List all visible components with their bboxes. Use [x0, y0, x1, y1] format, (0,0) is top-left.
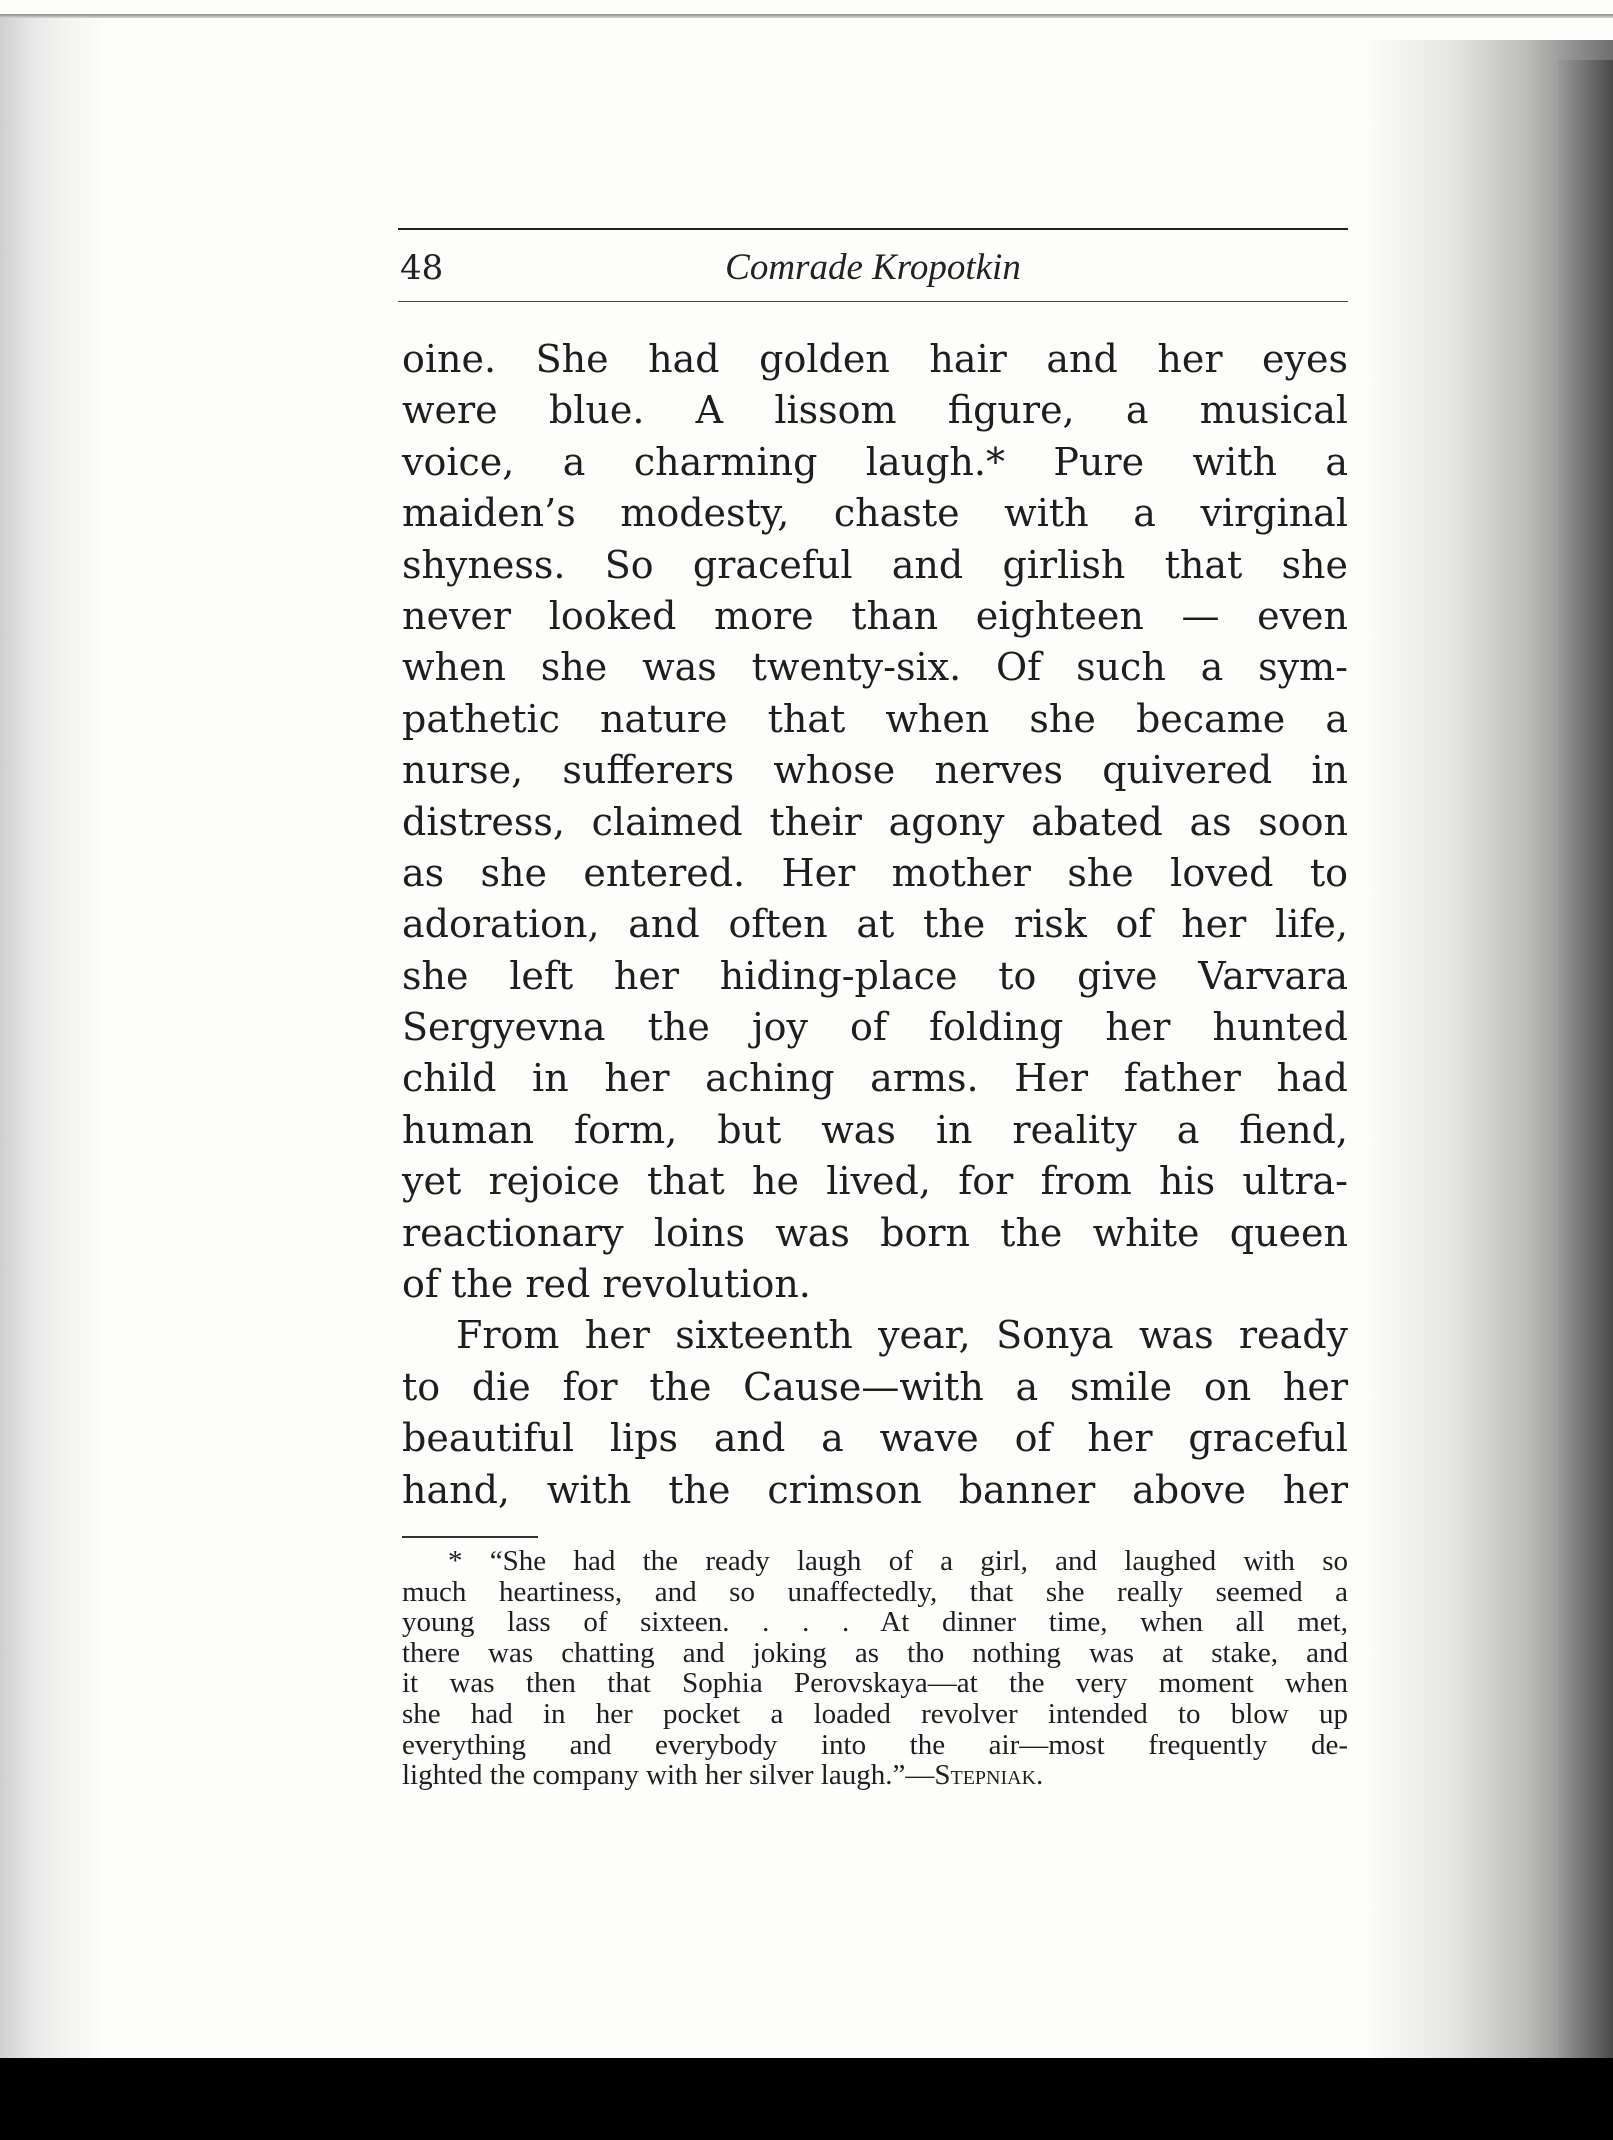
- text-line: reactionary loins was born the white queen: [402, 1210, 1348, 1255]
- footnote-rule: [402, 1536, 538, 1538]
- text-line: human form, but was in reality a fiend,: [402, 1107, 1348, 1152]
- text-line: when she was twenty-six. Of such a sym-: [402, 645, 1348, 690]
- paragraph-start-line: From her sixteenth year, Sonya was ready: [456, 1313, 1348, 1358]
- footnote-line: there was chatting and joking as tho nothing was at stake, and: [402, 1636, 1348, 1669]
- text-line: adoration, and often at the risk of her life,: [402, 902, 1348, 947]
- text-line: to die for the Cause—with a smile on her: [402, 1364, 1348, 1409]
- text-line: never looked more than eighteen — even: [402, 593, 1348, 638]
- footnote-line: * “She had the ready laugh of a girl, and laughed with so: [448, 1545, 1348, 1577]
- text-line: were blue. A lissom figure, a musical: [402, 388, 1348, 433]
- footnote-line: much heartiness, and so unaffectedly, that she really seemed a: [402, 1575, 1348, 1608]
- footnote-line-text: lighted the company with her silver laugh.”—: [402, 1759, 935, 1792]
- footnote-line: young lass of sixteen. . . . At dinner time, when all met,: [402, 1606, 1348, 1639]
- text-line: yet rejoice that he lived, for from his ultra-: [402, 1159, 1348, 1204]
- footnote-line: she had in her pocket a loaded revolver intended to blow up: [402, 1697, 1348, 1730]
- text-line: hand, with the crimson banner above her: [402, 1467, 1348, 1512]
- footnote-attribution: Stepniak.: [934, 1759, 1044, 1792]
- text-line: beautiful lips and a wave of her graceful: [402, 1416, 1348, 1461]
- footnote-line: it was then that Sophia Perovskaya—at the very moment when: [402, 1667, 1348, 1700]
- footnote: [402, 1546, 1348, 1791]
- text-line: Sergyevna the joy of folding her hunted: [402, 1005, 1348, 1050]
- body-text: [402, 334, 1348, 1516]
- left-binding-gutter: [0, 18, 110, 2058]
- text-line: voice, a charming laugh.* Pure with a: [402, 439, 1348, 484]
- text-line: as she entered. Her mother she loved to: [402, 850, 1348, 895]
- text-line: child in her aching arms. Her father had: [402, 1056, 1348, 1101]
- right-page-edge: [1558, 60, 1613, 2100]
- text-line: oine. She had golden hair and her eyes: [402, 337, 1348, 381]
- page-number: 48: [400, 248, 444, 288]
- footnote-last-line: [402, 1760, 1348, 1791]
- footnote-line: everything and everybody into the air—most frequently de-: [402, 1728, 1348, 1761]
- text-line: nurse, sufferers whose nerves quivered in: [402, 748, 1348, 793]
- page-header: [398, 228, 1348, 302]
- text-line: pathetic nature that when she became a: [402, 696, 1348, 741]
- text-line: distress, claimed their agony abated as soon: [402, 799, 1348, 844]
- text-line: she left her hiding-place to give Varvara: [402, 953, 1348, 998]
- running-head: Comrade Kropotkin: [725, 247, 1021, 288]
- text-line: shyness. So graceful and girlish that she: [402, 542, 1348, 587]
- paragraph-end-line: of the red revolution.: [402, 1262, 811, 1307]
- scan-top-edge: [0, 14, 1613, 18]
- scan-bottom-band: [0, 2058, 1613, 2140]
- text-line: maiden’s modesty, chaste with a virginal: [402, 491, 1348, 536]
